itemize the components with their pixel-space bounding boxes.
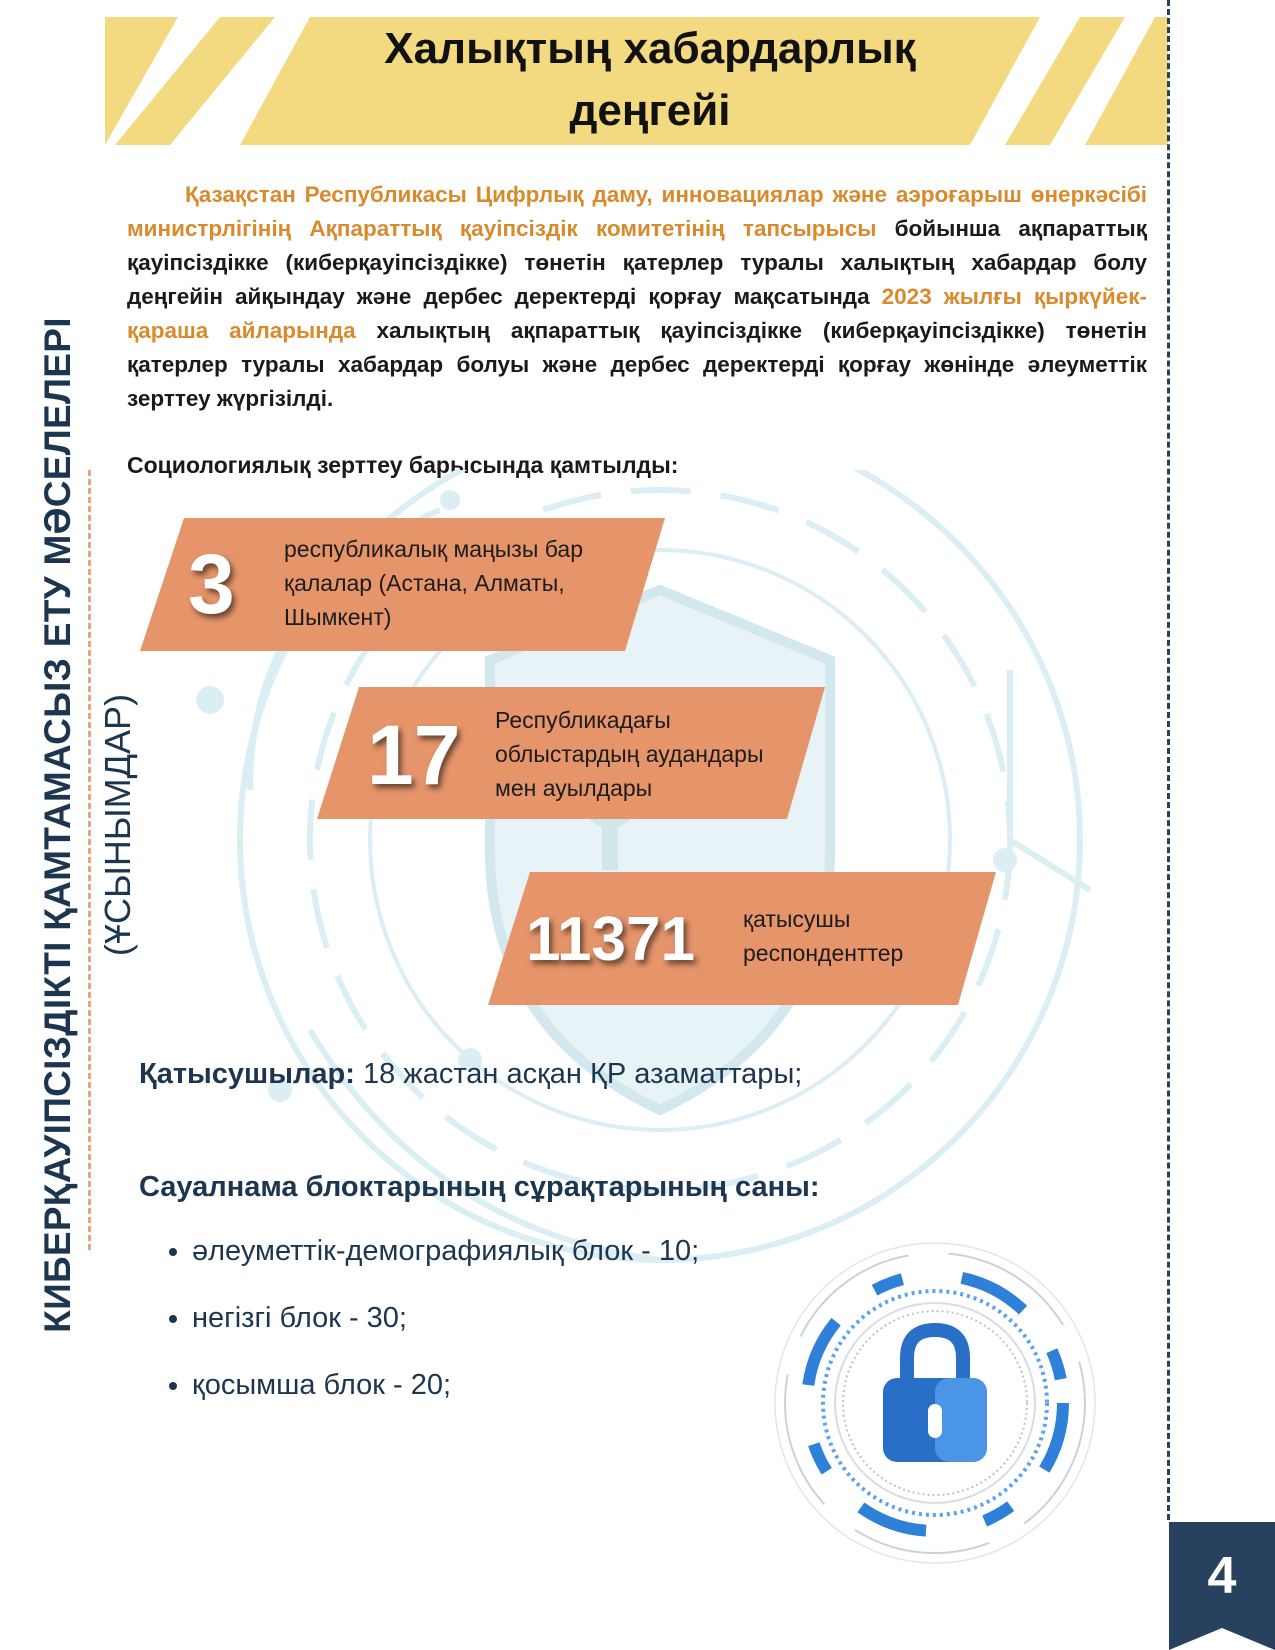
stat-label-cities: республикалық маңызы бар қалалар (Астана, Алматы, Шымкент) <box>284 536 583 630</box>
blocks-heading: Сауалнама блоктарының сұрақтарының саны: <box>139 1171 820 1203</box>
stat-label-respondents: қатысушы респонденттер <box>743 906 904 966</box>
intro-paragraph <box>127 178 1147 416</box>
coverage-heading: Социологиялық зерттеу барысында қамтылды: <box>127 452 679 478</box>
side-dashed-line <box>88 470 91 1250</box>
list-item: • қосымша блок - 20; <box>192 1367 699 1434</box>
shield-icon <box>490 590 830 1110</box>
section-subtitle-vertical: (ҰСЫНЫМДАР) <box>97 693 138 957</box>
stat-card-respondents <box>488 872 996 1005</box>
stat-value-cities: 3 <box>188 537 235 631</box>
participants-label: Қатысушылар: <box>139 1058 355 1090</box>
page-title: Халықтың хабардарлық деңгейі <box>384 24 916 135</box>
intro-text: бойынша ақпараттық қауіпсіздікке (киберқауіпсіздікке) төнетін қатерлер туралы халықтың хабардар болу деңгейін айқындау және дербес деректерді қорғау мақсатында <box>127 216 1148 309</box>
section-title-vertical: КИБЕРҚАУІПСІЗДІКТІ ҚАМТАМАСЫЗ ЕТУ МӘСЕЛЕЛЕРІ <box>37 317 78 1333</box>
stat-card-districts <box>317 687 825 819</box>
blocks-list <box>150 1233 699 1434</box>
participants-line <box>139 1058 802 1091</box>
intro-highlight-period: 2023 жылғы қыркүйек-қараша айларында <box>127 284 1147 343</box>
page-number: 4 <box>1207 1547 1237 1605</box>
padlock-icon <box>755 1238 1115 1568</box>
stat-card-cities <box>140 518 665 651</box>
list-item: • әлеуметтік-демографиялық блок - 10; <box>192 1233 699 1300</box>
stat-value-districts: 17 <box>367 708 461 802</box>
stat-value-respondents: 11371 <box>526 905 695 974</box>
intro-text-end: халықтың ақпараттық қауіпсіздікке (киберқауіпсіздікке) төнетін қатерлер туралы хабардар болуы және дербес деректерді қорғау жөнінде әлеуметтік зерттеу жүргізілді. <box>127 318 1147 411</box>
right-dashed-divider <box>1167 0 1170 1520</box>
intro-highlight-ministry: Қазақстан Республикасы Цифрлық даму, инновациялар және аэроғарыш өнеркәсібі министрлігінің Ақпараттық қауіпсіздік комитетінің тапсырысы <box>127 182 1147 241</box>
participants-value: 18 жастан асқан ҚР азаматтары; <box>354 1058 803 1090</box>
list-item: • негізгі блок - 30; <box>192 1300 699 1367</box>
stat-label-districts: Республикадағы облыстардың аудандары мен ауылдары <box>495 707 764 801</box>
